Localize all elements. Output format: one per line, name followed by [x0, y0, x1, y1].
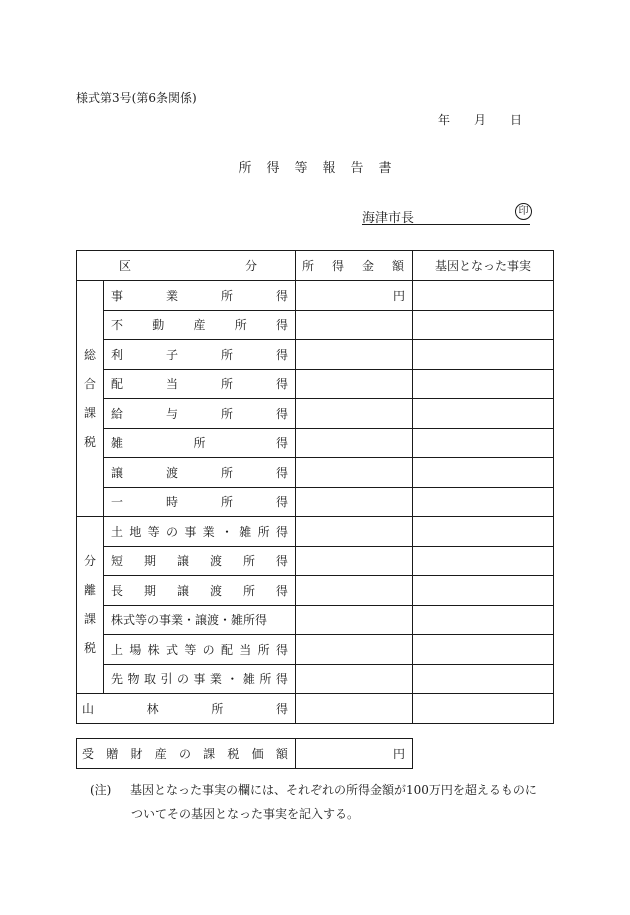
income-type-char: 業 [202, 524, 215, 539]
fact-cell[interactable] [413, 340, 554, 370]
income-type-label [104, 576, 296, 606]
gift-amount-cell[interactable]: 円 [296, 739, 413, 769]
gift-label [77, 739, 296, 769]
income-type-char: 期 [143, 554, 156, 569]
income-type-char: 所 [193, 436, 206, 451]
category-char: 税 [83, 641, 96, 655]
header-amount-char: 所 [302, 259, 315, 273]
income-type-char: 株 [147, 642, 160, 657]
amount-cell[interactable] [296, 340, 413, 370]
fact-cell[interactable] [413, 517, 554, 547]
income-type-label [104, 369, 296, 399]
income-type-char: 得 [275, 377, 288, 392]
amount-cell[interactable] [296, 428, 413, 458]
table-row [77, 517, 554, 547]
addressee-name: 海津市長 [362, 211, 415, 226]
amount-cell[interactable] [296, 399, 413, 429]
income-type-char: 所 [220, 465, 233, 480]
header-kubun [77, 251, 296, 281]
fact-cell[interactable] [413, 487, 554, 517]
income-type-char: 利 [111, 347, 124, 362]
income-type-char: 場 [129, 642, 142, 657]
form-number-label: 様式第3号(第6条関係) [76, 91, 197, 105]
income-type-char: 得 [275, 406, 288, 421]
header-kubun-char: 分 [244, 259, 257, 273]
amount-cell[interactable] [296, 664, 413, 694]
date-day-label: 日 [510, 113, 523, 127]
table-row [77, 310, 554, 340]
income-type-label [104, 310, 296, 340]
income-type-char: 当 [239, 642, 252, 657]
date-month-label: 月 [474, 113, 487, 127]
income-type-label [104, 605, 296, 635]
income-type-char: 動 [152, 318, 165, 333]
income-type-label [104, 546, 296, 576]
fact-cell[interactable] [413, 310, 554, 340]
income-type-char: 譲 [111, 465, 124, 480]
gift-label-char: 課 [203, 747, 216, 761]
income-type-char: 事 [184, 524, 197, 539]
income-type-char: 得 [275, 347, 288, 362]
income-type-char: 得 [275, 495, 288, 510]
income-type-char: 所 [234, 318, 247, 333]
income-type-char: 得 [275, 524, 288, 539]
income-type-char: 所 [257, 642, 270, 657]
header-amount-char: 金 [361, 259, 374, 273]
income-type-char: 上 [111, 642, 124, 657]
income-type-char: 譲 [176, 554, 189, 569]
income-type-char: 所 [242, 554, 255, 569]
income-type-char: 引 [160, 672, 173, 687]
addressee-line [362, 207, 530, 225]
income-type-char: 配 [220, 642, 233, 657]
table-row [77, 340, 554, 370]
income-type-label [104, 635, 296, 665]
header-amount [296, 251, 413, 281]
income-type-label [104, 281, 296, 311]
income-type-char: 土 [111, 524, 124, 539]
fact-cell[interactable] [413, 576, 554, 606]
income-type-char: 雑 [111, 436, 124, 451]
income-type-char: 山 [82, 701, 95, 716]
table-row [77, 576, 554, 606]
income-type-char: 期 [143, 583, 156, 598]
table-row [77, 487, 554, 517]
note-line-2: ついてその基因となった事実を記入する。 [131, 807, 360, 821]
income-type-char: 長 [111, 583, 124, 598]
income-type-char: 得 [275, 288, 288, 303]
income-type-char: ・ [226, 672, 239, 687]
income-type-label [104, 458, 296, 488]
amount-cell[interactable] [296, 487, 413, 517]
income-type-char: 業 [165, 288, 178, 303]
table-row [77, 281, 554, 311]
income-type-char: 得 [275, 318, 288, 333]
income-type-label [104, 428, 296, 458]
table-row [77, 399, 554, 429]
note-mark: (注) [90, 783, 112, 797]
income-type-char: 得 [275, 436, 288, 451]
amount-cell[interactable] [296, 605, 413, 635]
income-type-char: 得 [275, 465, 288, 480]
income-type-char: 事 [193, 672, 206, 687]
fact-cell[interactable] [413, 369, 554, 399]
fact-cell[interactable] [413, 399, 554, 429]
income-type-label [104, 487, 296, 517]
income-type-char: 所 [220, 347, 233, 362]
income-type-char: 所 [259, 672, 272, 687]
income-type-char: 等 [147, 524, 160, 539]
header-amount-char: 額 [391, 259, 404, 273]
income-type-char: 得 [275, 672, 288, 687]
income-type-char: ・ [220, 524, 233, 539]
income-type-char: 時 [165, 495, 178, 510]
amount-cell[interactable]: 円 [296, 281, 413, 311]
income-type-char: 等 [184, 642, 197, 657]
fact-cell[interactable] [413, 605, 554, 635]
income-type-char: 所 [257, 524, 270, 539]
category-char: 分 [83, 554, 96, 568]
gift-row [77, 739, 413, 769]
gift-label-char: 価 [251, 747, 264, 761]
income-type-char: 配 [111, 377, 124, 392]
gift-label-char: 贈 [106, 747, 119, 761]
income-type-char: の [165, 524, 178, 539]
income-type-char: 一 [111, 495, 124, 510]
document-title: 所得等報告書 [238, 161, 407, 176]
category-char: 税 [83, 434, 96, 449]
category-char: 課 [83, 612, 96, 626]
income-type-char: 渡 [209, 583, 222, 598]
income-type-char: 物 [127, 672, 140, 687]
income-type-char: 雑 [242, 672, 255, 687]
income-type-char: 株式等の事業・譲渡・雑所得 [111, 613, 268, 628]
category-char: 総 [83, 347, 96, 362]
income-type-char: 事 [111, 288, 124, 303]
income-table [76, 250, 554, 724]
header-kubun-char: 区 [119, 259, 132, 273]
income-type-char: 与 [165, 406, 178, 421]
income-type-char: 短 [111, 554, 124, 569]
income-type-char: 給 [111, 406, 124, 421]
gift-label-char: 受 [82, 747, 95, 761]
income-type-label [104, 517, 296, 547]
note-text-1: 基因となった事実の欄には、それぞれの所得金額が100万円を超えるものに [130, 783, 537, 797]
date-year-label: 年 [438, 113, 451, 127]
amount-cell[interactable] [296, 517, 413, 547]
fact-cell[interactable] [413, 546, 554, 576]
amount-cell[interactable] [296, 458, 413, 488]
category-char: 離 [83, 583, 96, 597]
amount-cell[interactable] [296, 576, 413, 606]
fact-cell[interactable] [413, 664, 554, 694]
note-line-1 [90, 781, 537, 798]
income-type-char: 所 [220, 495, 233, 510]
income-type-char: 林 [146, 701, 159, 716]
header-amount-char: 得 [331, 259, 344, 273]
income-type-char: 取 [143, 672, 156, 687]
table-row [77, 635, 554, 665]
income-type-label [104, 664, 296, 694]
income-type-char: の [176, 672, 189, 687]
gift-label-char: 産 [154, 747, 167, 761]
income-type-label [77, 694, 296, 724]
category-char: 合 [83, 376, 96, 391]
income-type-char: 譲 [176, 583, 189, 598]
fact-cell[interactable] [413, 635, 554, 665]
table-row [77, 546, 554, 576]
gift-label-char: 財 [130, 747, 143, 761]
income-type-char: 得 [275, 554, 288, 569]
income-type-char: 先 [111, 672, 124, 687]
amount-cell[interactable] [296, 310, 413, 340]
income-type-char: の [202, 642, 215, 657]
income-type-char: 所 [211, 701, 224, 716]
fact-cell[interactable] [413, 281, 554, 311]
fact-cell[interactable] [413, 694, 554, 724]
table-row [77, 694, 554, 724]
income-type-char: 当 [165, 377, 178, 392]
category-char: 課 [83, 405, 96, 420]
income-type-char: 産 [193, 318, 206, 333]
amount-cell[interactable] [296, 694, 413, 724]
income-type-char: 雑 [239, 524, 252, 539]
income-type-char: 式 [165, 642, 178, 657]
income-type-char: 所 [220, 377, 233, 392]
gift-property-table [76, 738, 413, 769]
header-row [77, 251, 554, 281]
income-type-char: 所 [220, 406, 233, 421]
income-type-char: 所 [220, 288, 233, 303]
gift-label-char: 額 [275, 747, 288, 761]
income-type-char: 得 [275, 642, 288, 657]
income-type-char: 不 [111, 318, 124, 333]
table-row [77, 605, 554, 635]
category-label [77, 281, 104, 517]
header-fact: 基因となった事実 [413, 251, 554, 281]
table-row [77, 369, 554, 399]
income-type-label [104, 340, 296, 370]
seal-mark-icon: 印 [515, 203, 532, 220]
income-type-char: 地 [129, 524, 142, 539]
table-row [77, 428, 554, 458]
income-type-char: 渡 [209, 554, 222, 569]
income-type-char: 所 [242, 583, 255, 598]
table-row [77, 458, 554, 488]
income-type-char: 子 [165, 347, 178, 362]
income-type-char: 得 [275, 583, 288, 598]
category-label [77, 517, 104, 694]
fact-cell[interactable] [413, 428, 554, 458]
amount-cell[interactable] [296, 635, 413, 665]
income-type-label [104, 399, 296, 429]
amount-cell[interactable] [296, 546, 413, 576]
gift-label-char: の [178, 747, 191, 761]
income-type-char: 得 [275, 701, 288, 716]
gift-label-char: 税 [227, 747, 240, 761]
amount-cell[interactable] [296, 369, 413, 399]
income-type-char: 業 [209, 672, 222, 687]
date-line [438, 111, 522, 128]
fact-cell[interactable] [413, 458, 554, 488]
income-type-char: 渡 [165, 465, 178, 480]
table-row [77, 664, 554, 694]
